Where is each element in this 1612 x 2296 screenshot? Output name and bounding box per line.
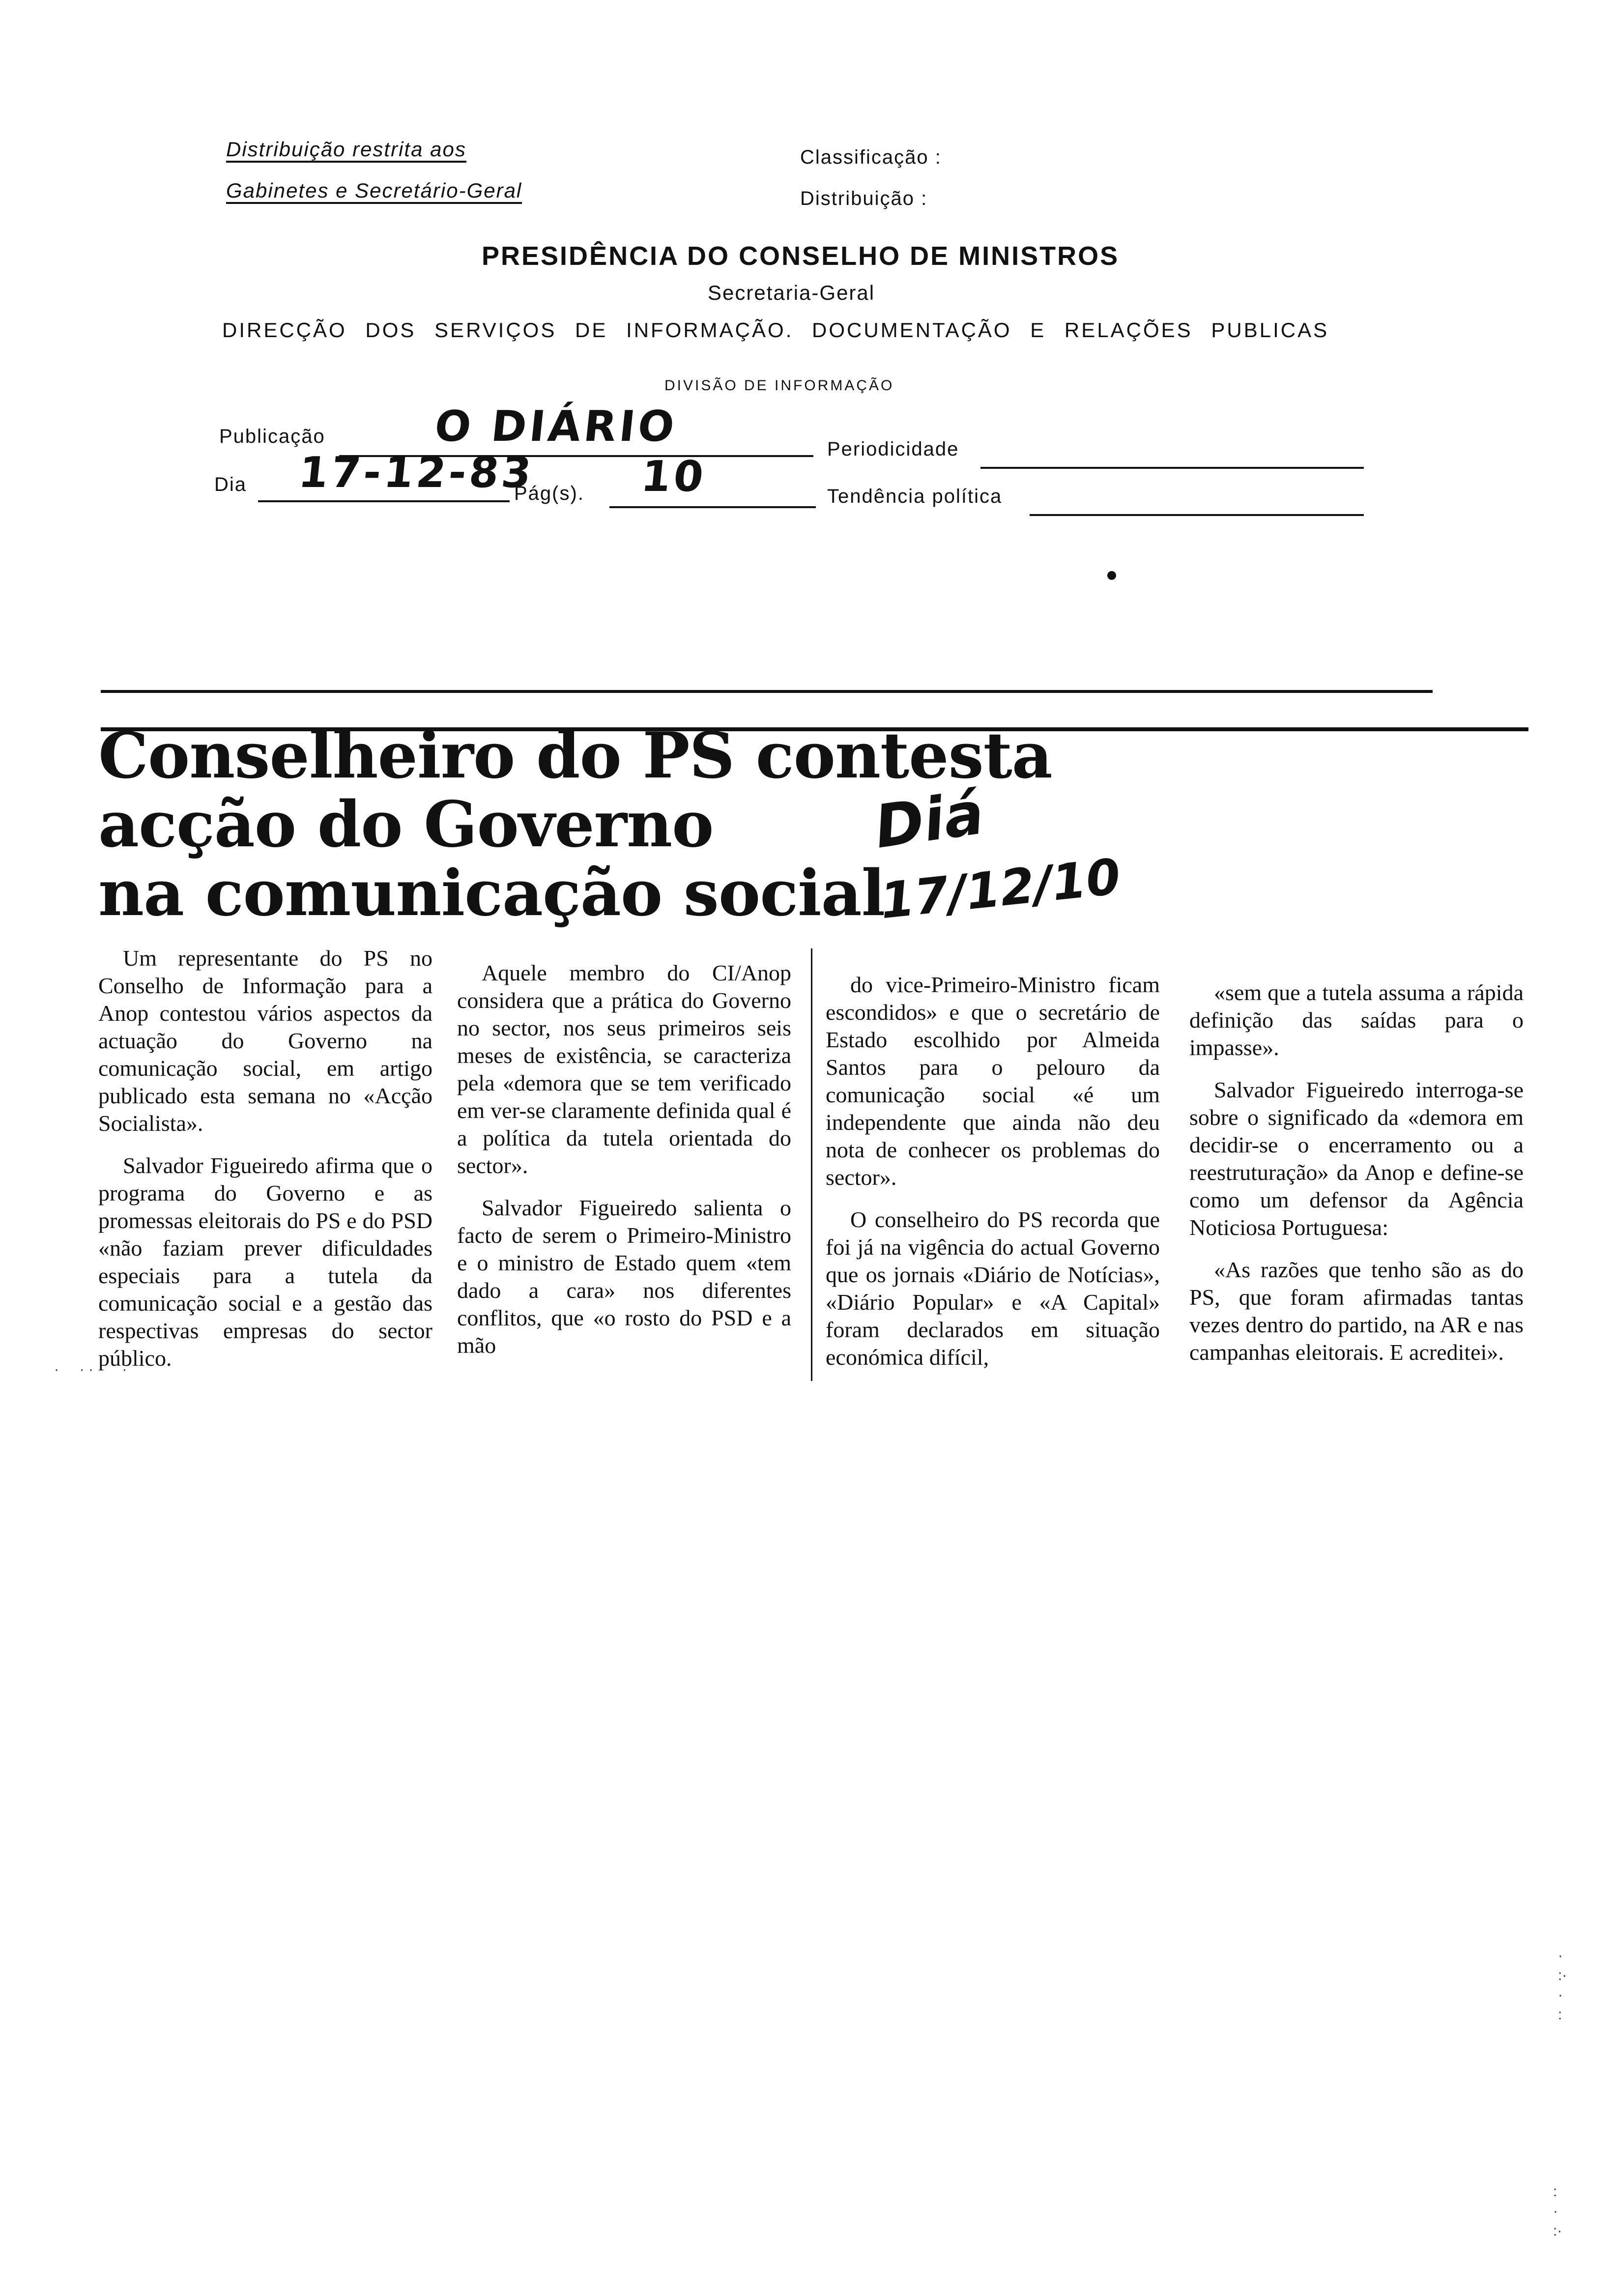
- publication-label: Publicação: [219, 426, 325, 447]
- classification-label: Classificação :: [800, 146, 942, 168]
- restricted-distribution-line2: Gabinetes e Secretário-Geral: [226, 179, 522, 202]
- scan-specks-corner: : · :·: [1553, 2183, 1562, 2239]
- paragraph: Salvador Figueiredo salienta o facto de serem o Primeiro-Ministro e o ministro de Estado quem «tem dado a cara» nos diferentes conflitos, que «o rosto do PSD e a mão: [457, 1195, 791, 1358]
- pages-line: [609, 506, 816, 508]
- headline-line1: Conselheiro do PS contesta: [98, 719, 1052, 793]
- scan-specks: · · · ·: [54, 1361, 127, 1378]
- paragraph: O conselheiro do PS recorda que foi já na vigência do actual Governo que os jornais «Diário de Notícias», «Diário Popular» e «A Capital» foram declarados em situação económica difícil,: [826, 1207, 1160, 1370]
- paragraph: Um representante do PS no Conselho de Informação para a Anop contestou vários aspectos da actuação do Governo na comunicação social, em artigo publicado esta semana no «Acção Socialista».: [98, 946, 432, 1136]
- paragraph: Salvador Figueiredo interroga-se sobre o significado da «demora em decidir-se o encerramento ou a reestruturação» da Anop e define-se como um defensor da Agência Noticiosa Portuguesa:: [1189, 1077, 1524, 1240]
- article-column-1: [98, 945, 432, 1387]
- article-column-3: [826, 971, 1160, 1386]
- directorate-title: DIRECÇÃO DOS SERVIÇOS DE INFORMAÇÃO. DOCUMENTAÇÃO E RELAÇÕES PUBLICAS: [222, 318, 1329, 342]
- paragraph: do vice-Primeiro-Ministro ficam escondidos» e que o secretário de Estado escolhido por Almeida Santos para o pelouro da comunicação social «é um independente que ainda não deu nota de conhecer os problemas do sector».: [826, 972, 1160, 1190]
- tendency-label: Tendência política: [827, 486, 1003, 507]
- restricted-distribution-line1: Distribuição restrita aos: [226, 138, 466, 161]
- day-value: 17-12-83: [296, 448, 537, 497]
- periodicity-label: Periodicidade: [827, 438, 959, 460]
- article-column-2: [457, 959, 791, 1374]
- headline-line2: acção do Governo: [98, 788, 714, 861]
- pages-value: 10: [638, 452, 709, 501]
- headline-line3: na comunicação social: [98, 857, 885, 930]
- handwritten-annotation-top: Diá: [870, 779, 988, 862]
- scan-specks-right: · :· · :: [1558, 1948, 1567, 2023]
- handwritten-annotation-date: 17/12/10: [877, 847, 1123, 930]
- paragraph: Aquele membro do CI/Anop considera que a prática do Governo no sector, nos seus primeiros seis meses de existência, se caracteriza pela «demora que se tem verificado em ver-se claramente definida qual é a política da tutela orientada do sector».: [457, 960, 791, 1178]
- paragraph: «sem que a tutela assuma a rápida definição das saídas para o impasse».: [1189, 980, 1524, 1060]
- secretariat-title: Secretaria-Geral: [708, 281, 875, 304]
- paragraph: Salvador Figueiredo afirma que o programa do Governo e as promessas eleitorais do PS e do PSD «não faziam prever dificuldades especiais para a tutela da comunicação social e a gestão das respectivas empresas do sector público.: [98, 1153, 432, 1371]
- periodicity-line: [980, 467, 1364, 469]
- pages-label: Pág(s).: [514, 483, 584, 504]
- tendency-line: [1030, 514, 1364, 516]
- ink-dot: [1107, 571, 1116, 580]
- day-label: Dia: [214, 474, 247, 495]
- publication-value: O DIÁRIO: [432, 402, 680, 451]
- paragraph: «As razões que tenho são as do PS, que foram afirmadas tantas vezes dentro do partido, na AR e nas campanhas eleitorais. E acreditei».: [1189, 1257, 1524, 1365]
- presidency-title: PRESIDÊNCIA DO CONSELHO DE MINISTROS: [482, 241, 1120, 271]
- day-line: [258, 500, 510, 502]
- distribution-label: Distribuição :: [800, 188, 928, 209]
- top-rule: [101, 690, 1433, 693]
- division-title: DIVISÃO DE INFORMAÇÃO: [664, 377, 894, 394]
- article-column-4: [1189, 979, 1524, 1381]
- column-divider: [811, 948, 812, 1381]
